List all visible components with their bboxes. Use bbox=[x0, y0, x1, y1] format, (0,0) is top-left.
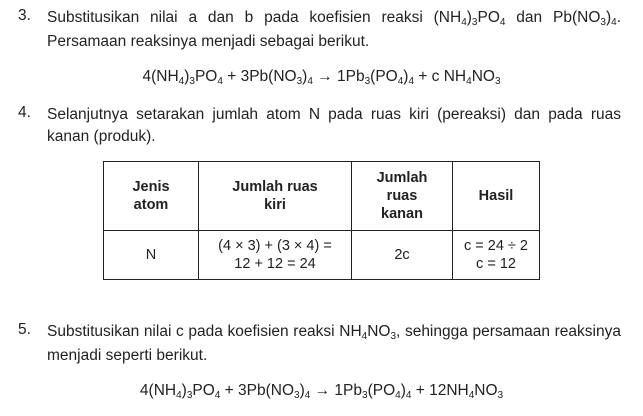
nitrogen-balance-table bbox=[103, 161, 540, 280]
header-hasil: Hasil bbox=[453, 162, 540, 231]
step-4-text: Selanjutnya setarakan jumlah atom N pada ruas kiri (pereaksi) dan pada ruas kanan (produk). bbox=[47, 106, 621, 145]
equation-2: $4(NH_4)_3PO_4 + 3Pb(NO_3)_4 \to 1Pb_3(PO_4)_4 + 12NH_4NO_3$ bbox=[139, 382, 504, 401]
step-4 bbox=[18, 104, 621, 148]
header-jumlah-ruas-kanan: Jumlah ruas kanan bbox=[352, 162, 453, 231]
cell-left-count: (4 × 3) + (3 × 4) = 12 + 12 = 24 bbox=[199, 231, 352, 280]
table-header-row bbox=[104, 162, 540, 231]
cell-atom: N bbox=[104, 231, 199, 280]
equation-1: $4(NH_4)_3PO_4 + 3Pb(NO_3)_4 \to 1Pb_3(PO_4)_4 + c$ $NH_4NO_3$ bbox=[142, 68, 501, 87]
step-3-number: 3. bbox=[18, 7, 31, 24]
header-jenis-atom: Jenis atom bbox=[104, 162, 199, 231]
table-row bbox=[104, 231, 540, 280]
cell-result: c = 24 ÷ 2 c = 12 bbox=[453, 231, 540, 280]
step-3-text: Substitusikan nilai a dan b pada koefisien reaksi $(NH_4)_3PO_4$ dan $Pb(NO_3)_4$. Persamaan reaksinya menjadi sebagai berikut. bbox=[47, 9, 621, 50]
cell-right-count: 2c bbox=[352, 231, 453, 280]
step-5-number: 5. bbox=[18, 321, 31, 338]
step-5 bbox=[18, 321, 621, 367]
step-4-number: 4. bbox=[18, 104, 31, 121]
step-5-text: Substitusikan nilai c pada koefisien reaksi $NH_4NO_3$, sehingga persamaan reaksinya menjadi seperti berikut. bbox=[47, 323, 621, 364]
step-3 bbox=[18, 7, 621, 53]
header-jumlah-ruas-kiri: Jumlah ruas kiri bbox=[199, 162, 352, 231]
